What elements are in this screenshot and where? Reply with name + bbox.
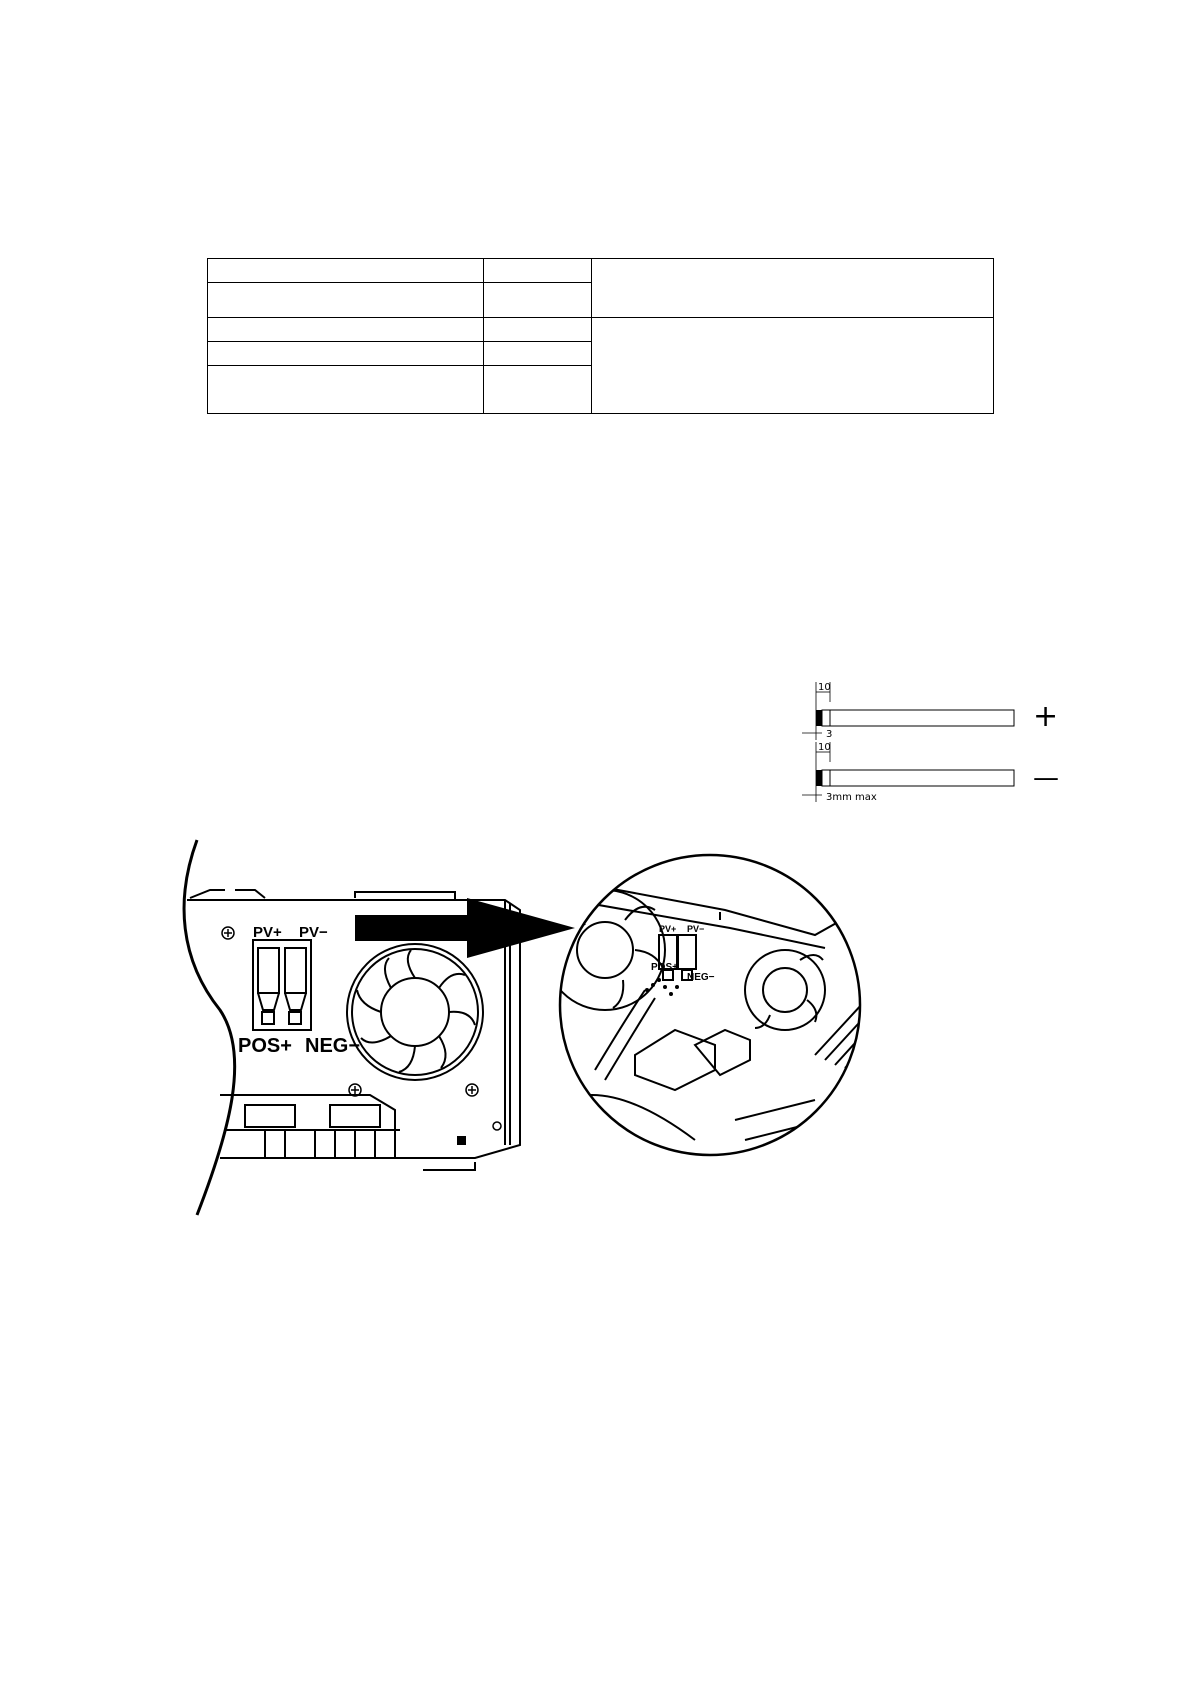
- table-cell: [484, 342, 592, 366]
- neg-terminal-label: NEG−: [305, 1035, 361, 1057]
- table-cell: [208, 342, 484, 366]
- zoom-detail-circle: [545, 855, 895, 1155]
- zoom-pv-positive-label: PV+: [659, 924, 677, 934]
- plus-symbol: +: [1033, 699, 1059, 734]
- table-cell: [592, 318, 994, 414]
- pv-negative-label: PV−: [299, 924, 328, 941]
- table-cell: [208, 259, 484, 283]
- inverter-pv-terminal-illustration: [175, 840, 895, 1215]
- insulation-label: 3: [826, 729, 833, 740]
- zoom-pos-label: POS+: [651, 962, 678, 973]
- pos-terminal-label: POS+: [238, 1035, 292, 1057]
- fan-icon: [347, 944, 483, 1080]
- pv-positive-label: PV+: [253, 924, 282, 941]
- table-cell: [208, 318, 484, 342]
- table-cell: [484, 318, 592, 342]
- spec-table: [207, 258, 994, 414]
- table-cell: [592, 259, 994, 318]
- minus-symbol: —: [1033, 763, 1059, 793]
- insulation: [830, 770, 1014, 786]
- negative-wire: [802, 742, 1059, 803]
- positive-wire: [802, 682, 1058, 740]
- screw-icon: [222, 927, 501, 1130]
- insulation: [830, 710, 1014, 726]
- zoom-neg-label: NEG−: [687, 972, 715, 983]
- strip-length-label: 10: [818, 682, 831, 693]
- conductor: [816, 710, 822, 726]
- insulation-label: 3mm max: [826, 792, 877, 803]
- table-cell: [208, 283, 484, 318]
- table-cell: [208, 366, 484, 414]
- table-cell: [484, 283, 592, 318]
- table-cell: [484, 259, 592, 283]
- conductor: [816, 770, 822, 786]
- pv-terminal-block: [253, 940, 311, 1030]
- table-row: [208, 259, 994, 283]
- strip-length-label: 10: [818, 742, 831, 753]
- zoom-pv-negative-label: PV−: [687, 924, 705, 934]
- table-row: [208, 318, 994, 342]
- wire-strip-diagram: [800, 680, 1080, 810]
- table-cell: [484, 366, 592, 414]
